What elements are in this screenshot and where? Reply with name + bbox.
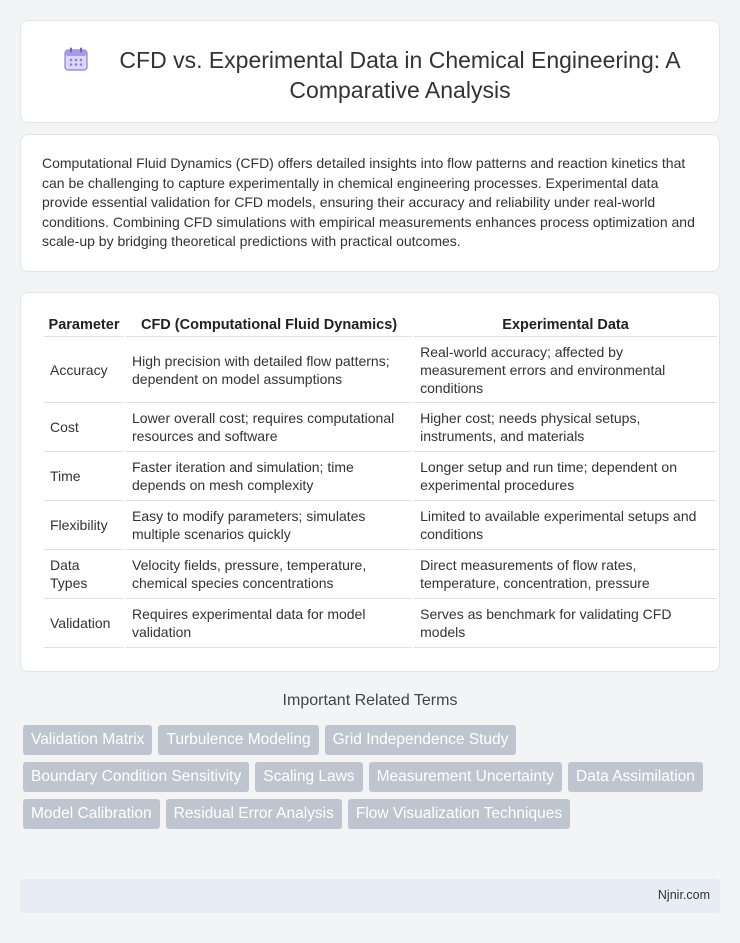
related-term-tag[interactable]: Flow Visualization Techniques xyxy=(348,799,570,829)
related-term-tag[interactable]: Turbulence Modeling xyxy=(158,725,318,755)
row-cfd: Velocity fields, pressure, temperature, chemical species concentrations xyxy=(126,550,412,599)
page-title: CFD vs. Experimental Data in Chemical Engineering: A Comparative Analysis xyxy=(119,47,681,103)
intro-card xyxy=(20,134,720,272)
related-term-tag[interactable]: Scaling Laws xyxy=(255,762,362,792)
comparison-table-card xyxy=(20,292,720,672)
footer xyxy=(20,879,720,913)
calendar-icon xyxy=(63,46,89,72)
row-parameter: Data Types xyxy=(44,550,124,599)
row-parameter: Time xyxy=(44,452,124,501)
row-parameter: Cost xyxy=(44,403,124,452)
related-term-tag[interactable]: Measurement Uncertainty xyxy=(369,762,562,792)
row-parameter: Accuracy xyxy=(44,337,124,403)
row-experimental: Higher cost; needs physical setups, instruments, and materials xyxy=(414,403,717,452)
row-experimental: Direct measurements of flow rates, temperature, concentration, pressure xyxy=(414,550,717,599)
row-experimental: Limited to available experimental setups and conditions xyxy=(414,501,717,550)
related-terms-list xyxy=(23,725,703,829)
header-parameter: Parameter xyxy=(44,312,124,337)
title-card xyxy=(20,20,720,123)
row-experimental: Real-world accuracy; affected by measurement errors and environmental conditions xyxy=(414,337,717,403)
row-experimental: Serves as benchmark for validating CFD models xyxy=(414,599,717,648)
intro-paragraph: Computational Fluid Dynamics (CFD) offers detailed insights into flow patterns and reaction kinetics that can be challenging to capture experimentally in chemical engineering processes. Experimental data provide essential validation for CFD models, ensuring their accuracy and reliability under real-world conditions. Combining CFD simulations with empirical measurements enhances process optimization and scale-up by bridging theoretical predictions with practical outcomes. xyxy=(42,155,695,249)
header-cfd: CFD (Computational Fluid Dynamics) xyxy=(126,312,412,337)
row-cfd: High precision with detailed flow patterns; dependent on model assumptions xyxy=(126,337,412,403)
related-term-tag[interactable]: Model Calibration xyxy=(23,799,160,829)
row-cfd: Faster iteration and simulation; time depends on mesh complexity xyxy=(126,452,412,501)
table-row xyxy=(44,452,717,501)
row-cfd: Requires experimental data for model validation xyxy=(126,599,412,648)
row-experimental: Longer setup and run time; dependent on experimental procedures xyxy=(414,452,717,501)
row-cfd: Lower overall cost; requires computational resources and software xyxy=(126,403,412,452)
table-header-row xyxy=(44,312,717,337)
related-term-tag[interactable]: Validation Matrix xyxy=(23,725,152,755)
table-row xyxy=(44,337,717,403)
row-parameter: Validation xyxy=(44,599,124,648)
table-row xyxy=(44,403,717,452)
header-experimental: Experimental Data xyxy=(414,312,717,337)
related-term-tag[interactable]: Grid Independence Study xyxy=(325,725,517,755)
related-term-tag[interactable]: Boundary Condition Sensitivity xyxy=(23,762,249,792)
table-row xyxy=(44,550,717,599)
table-row xyxy=(44,501,717,550)
related-term-tag[interactable]: Data Assimilation xyxy=(568,762,703,792)
row-cfd: Easy to modify parameters; simulates multiple scenarios quickly xyxy=(126,501,412,550)
table-row xyxy=(44,599,717,648)
footer-site-name[interactable]: Njnir.com xyxy=(657,888,710,902)
related-terms-heading: Important Related Terms xyxy=(282,692,458,709)
related-term-tag[interactable]: Residual Error Analysis xyxy=(166,799,342,829)
row-parameter: Flexibility xyxy=(44,501,124,550)
comparison-table xyxy=(42,312,719,648)
